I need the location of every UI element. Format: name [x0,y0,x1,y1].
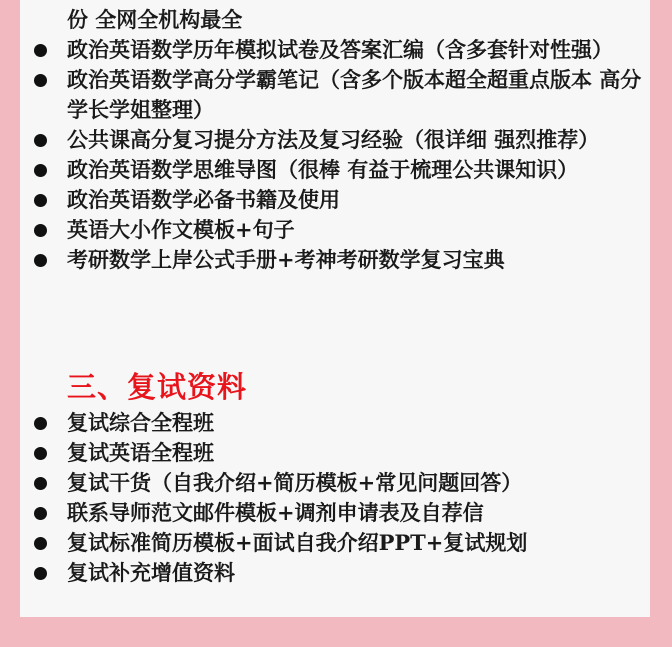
list-item: 复试干货（自我介绍+简历模板+常见问题回答） [32,468,642,498]
bullet-icon [34,447,47,460]
list-item: 公共课高分复习提分方法及复习经验（很详细 强烈推荐） [32,125,642,155]
list-item: 复试补充增值资料 [32,558,642,588]
list-item-continuation: 份 全网全机构最全 [67,7,243,32]
materials-list [32,35,642,275]
bullet-icon [34,417,47,430]
list-item: 政治英语数学高分学霸笔记（含多个版本超全超重点版本 高分学长学姐整理） [32,65,642,125]
list-item: 联系导师范文邮件模板+调剂申请表及自荐信 [32,498,642,528]
bullet-icon [34,44,47,57]
list-item: 政治英语数学必备书籍及使用 [32,185,642,215]
bullet-icon [34,537,47,550]
bullet-icon [34,74,47,87]
bullet-icon [34,477,47,490]
content-card [20,0,650,617]
retest-list [32,408,642,588]
bullet-icon [34,164,47,177]
list-item: 英语大小作文模板+句子 [32,215,642,245]
bullet-icon [34,567,47,580]
bullet-icon [34,254,47,267]
list-item: 复试英语全程班 [32,438,642,468]
list-item: 政治英语数学思维导图（很棒 有益于梳理公共课知识） [32,155,642,185]
list-item: 复试标准简历模板+面试自我介绍PPT+复试规划 [32,528,642,558]
list-item: 考研数学上岸公式手册+考神考研数学复习宝典 [32,245,642,275]
bullet-icon [34,194,47,207]
bullet-icon [34,507,47,520]
list-item: 复试综合全程班 [32,408,642,438]
top-list [32,5,642,35]
list-item: 政治英语数学历年模拟试卷及答案汇编（含多套针对性强） [32,35,642,65]
bullet-icon [34,224,47,237]
bullet-icon [34,134,47,147]
section-title-retest: 三、复试资料 [67,370,248,404]
